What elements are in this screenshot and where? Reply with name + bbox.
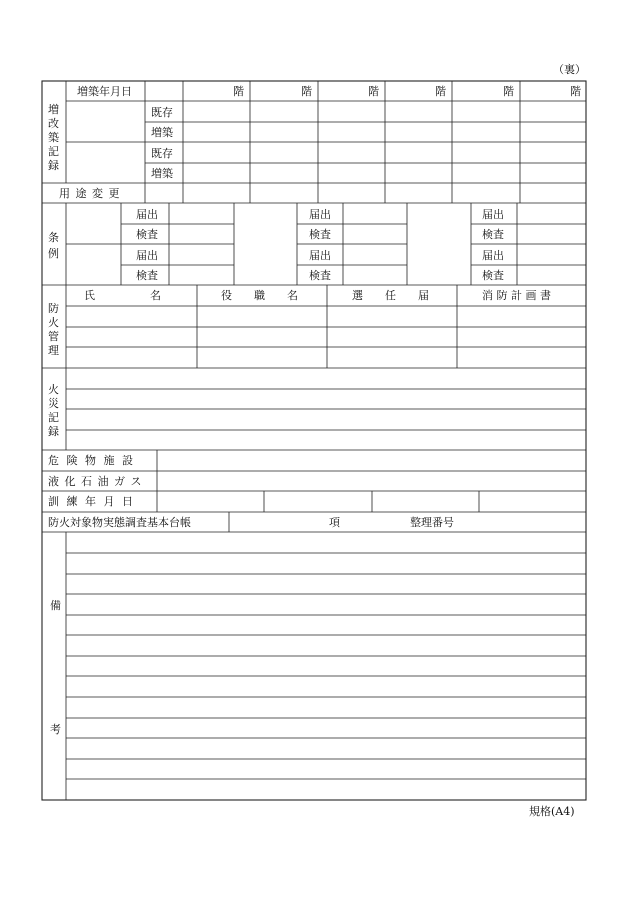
- fire-record-char-2: 災: [48, 397, 59, 410]
- size-label: 規格(A4): [529, 805, 575, 818]
- inspection-label-1a: 検査: [136, 228, 158, 241]
- survey-number-label: 整理番号: [410, 516, 454, 529]
- filing-label-3a: 届出: [482, 208, 504, 221]
- ordinance-label-char-2: 例: [48, 247, 59, 260]
- inspection-label-3a: 検査: [482, 228, 504, 241]
- back-side-label: （裏）: [553, 63, 586, 76]
- fire-mgmt-char-1: 防: [48, 302, 59, 315]
- training-date-label: 訓 練 年 月 日: [48, 495, 135, 508]
- hazard-facility-label: 危 険 物 施 設: [48, 454, 135, 467]
- floor-unit-5: 階: [503, 85, 514, 98]
- existing-label-1: 既存: [151, 106, 173, 119]
- survey-item-label: 項: [329, 516, 340, 529]
- extension-label-char-4: 記: [48, 145, 59, 158]
- inspection-label-2a: 検査: [309, 228, 331, 241]
- extension-label-char-1: 増: [48, 103, 59, 116]
- remarks-label-top: 備: [50, 599, 61, 612]
- remarks-label-bottom: 考: [50, 723, 61, 736]
- header-position: 役 職 名: [221, 289, 298, 302]
- fire-mgmt-char-2: 火: [48, 316, 59, 329]
- inspection-label-1b: 検査: [136, 269, 158, 282]
- fire-management-row-label: [48, 303, 59, 356]
- ordinance-label-char-1: 条: [48, 231, 59, 244]
- floor-unit-4: 階: [435, 85, 446, 98]
- filing-label-3b: 届出: [482, 249, 504, 262]
- filing-label-1b: 届出: [136, 249, 158, 262]
- filing-label-2b: 届出: [309, 249, 331, 262]
- use-change-label: 用 途 変 更: [59, 187, 121, 200]
- fire-record-char-3: 記: [48, 411, 59, 424]
- fire-mgmt-char-4: 理: [48, 344, 59, 357]
- extension-label-char-5: 録: [48, 159, 59, 172]
- inspection-label-3b: 検査: [482, 269, 504, 282]
- floor-unit-2: 階: [301, 85, 312, 98]
- extension-label-char-2: 改: [48, 117, 59, 130]
- floor-unit-1: 階: [233, 85, 244, 98]
- header-appointment: 選 任 届: [352, 289, 429, 302]
- header-name: 氏 名: [84, 289, 161, 302]
- survey-ledger-label: 防火対象物実態調査基本台帳: [48, 516, 191, 529]
- floor-unit-3: 階: [368, 85, 379, 98]
- extension-date-label: 増築年月日: [77, 85, 132, 98]
- lpg-label: 液 化 石 油 ガ ス: [48, 475, 143, 488]
- fire-mgmt-char-3: 管: [48, 330, 59, 343]
- fire-record-char-1: 火: [48, 383, 59, 396]
- inspection-label-2b: 検査: [309, 269, 331, 282]
- existing-label-2: 既存: [151, 147, 173, 160]
- extension-label-char-3: 築: [48, 131, 59, 144]
- extension-row-label: [48, 104, 59, 171]
- filing-label-1a: 届出: [136, 208, 158, 221]
- ordinance-row-label: [48, 232, 59, 259]
- header-fire-plan: 消 防 計 画 書: [482, 289, 551, 302]
- floor-unit-6: 階: [570, 85, 581, 98]
- fire-record-char-4: 録: [48, 425, 59, 438]
- addition-label-1: 増築: [151, 126, 173, 139]
- fire-record-row-label: [48, 384, 59, 437]
- addition-label-2: 増築: [151, 167, 173, 180]
- filing-label-2a: 届出: [309, 208, 331, 221]
